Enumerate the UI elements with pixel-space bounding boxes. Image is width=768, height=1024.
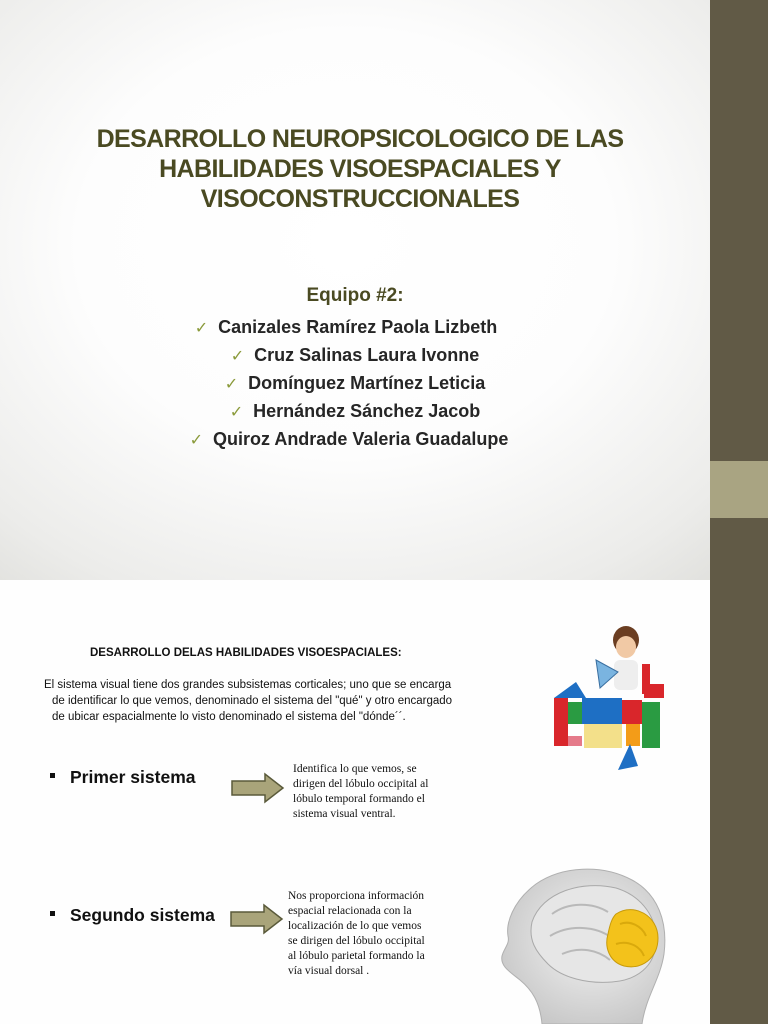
check-icon: ✓ <box>230 348 245 365</box>
desc-line: sistema visual ventral. <box>293 808 396 820</box>
desc-line: espacial relacionada con la <box>288 905 412 917</box>
title-line: HABILIDADES VISOESPACIALES Y <box>159 155 561 183</box>
desc-line: vía visual dorsal . <box>288 965 370 977</box>
brain-head-image <box>492 862 670 1024</box>
primer-sistema-description <box>293 762 451 822</box>
slide-title <box>80 124 640 214</box>
member-name: Domínguez Martínez Leticia <box>248 373 486 393</box>
title-line: VISOCONSTRUCCIONALES <box>200 185 520 213</box>
member-item <box>0 341 710 369</box>
member-name: Hernández Sánchez Jacob <box>253 401 481 421</box>
bullet-marker <box>50 773 55 778</box>
section-heading: DESARROLLO DELAS HABILIDADES VISOESPACIALES: <box>90 647 402 659</box>
bullet-segundo-sistema <box>50 905 215 926</box>
desc-line: lóbulo temporal formando el <box>293 793 425 805</box>
desc-line: al lóbulo parietal formando la <box>288 950 425 962</box>
member-name: Cruz Salinas Laura Ivonne <box>254 345 480 365</box>
member-item <box>0 397 710 425</box>
member-name: Canizales Ramírez Paola Lizbeth <box>218 317 498 337</box>
paragraph-line: de ubicar espacialmente lo visto denominado el sistema del "dónde´´. <box>52 711 406 723</box>
bullet-label: Segundo sistema <box>70 905 215 925</box>
desc-line: Identifica lo que vemos, se <box>293 763 417 775</box>
segundo-sistema-description <box>288 889 450 979</box>
member-list <box>0 313 710 453</box>
member-item <box>0 425 710 453</box>
member-name: Quiroz Andrade Valeria Guadalupe <box>212 429 509 449</box>
sidebar-band-lower <box>710 580 768 1024</box>
child-blocks-image <box>548 620 668 780</box>
check-icon: ✓ <box>194 320 209 337</box>
right-arrow-icon <box>230 903 284 935</box>
desc-line: se dirigen del lóbulo occipital <box>288 935 425 947</box>
bullet-marker <box>50 911 55 916</box>
desc-line: localización de lo que vemos <box>288 920 422 932</box>
paragraph-line: de identificar lo que vemos, denominado el sistema del "qué" y otro encargado <box>52 695 453 707</box>
intro-paragraph <box>44 677 524 725</box>
team-heading: Equipo #2: <box>306 285 404 306</box>
sidebar-accent-block <box>710 461 768 518</box>
bullet-primer-sistema <box>50 767 196 788</box>
bullet-label: Primer sistema <box>70 767 196 787</box>
right-arrow-icon <box>231 772 285 804</box>
check-icon: ✓ <box>224 376 239 393</box>
paragraph-line: El sistema visual tiene dos grandes subsistemas corticales; uno que se encarga <box>44 679 452 691</box>
title-line: DESARROLLO NEUROPSICOLOGICO DE LAS <box>96 125 624 153</box>
desc-line: Nos proporciona información <box>288 890 425 902</box>
member-item <box>0 369 710 397</box>
check-icon: ✓ <box>229 404 244 421</box>
desc-line: dirigen del lóbulo occipital al <box>293 778 429 790</box>
member-item <box>0 313 710 341</box>
check-icon: ✓ <box>189 432 203 449</box>
